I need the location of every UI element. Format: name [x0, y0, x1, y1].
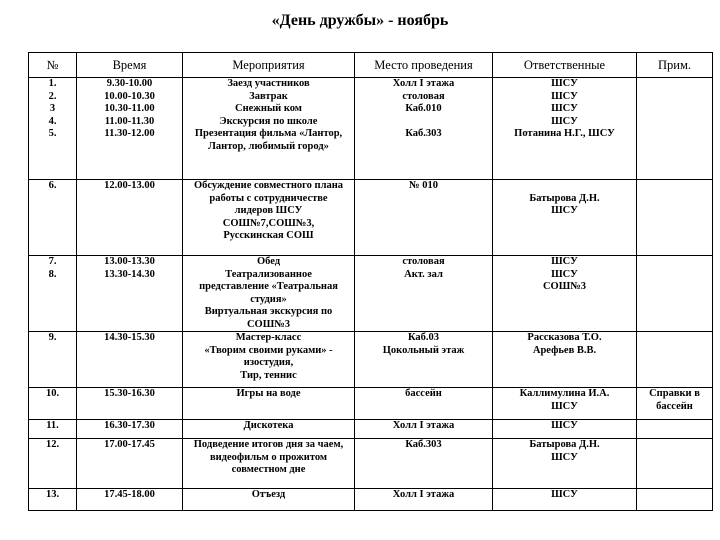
cell-responsible: ШСУ ШСУ ШСУ ШСУ Потанина Н.Г., ШСУ	[493, 78, 637, 180]
cell-event: Заезд участников Завтрак Снежный ком Экскурсия по школе Презентация фильма «Лантор, Лантор, любимый город»	[183, 78, 355, 180]
table-row	[29, 78, 713, 180]
cell-num: 10.	[29, 388, 77, 420]
cell-place: Холл I этажа	[355, 420, 493, 439]
cell-event: Отъезд	[183, 489, 355, 511]
cell-place: Холл I этажа	[355, 489, 493, 511]
cell-place: № 010	[355, 180, 493, 256]
cell-time: 13.00-13.30 13.30-14.30	[77, 256, 183, 332]
cell-event: Обед Театрализованное представление «Театральная студия» Виртуальная экскурсия по СОШ№3	[183, 256, 355, 332]
header-responsible: Ответственные	[493, 53, 637, 78]
table-row	[29, 256, 713, 332]
header-num: №	[29, 53, 77, 78]
cell-place: Каб.03 Цокольный этаж	[355, 332, 493, 388]
cell-time: 16.30-17.30	[77, 420, 183, 439]
cell-event: Дискотека	[183, 420, 355, 439]
cell-note	[637, 256, 713, 332]
cell-note	[637, 78, 713, 180]
cell-responsible: Батырова Д.Н. ШСУ	[493, 439, 637, 489]
schedule-table	[28, 52, 713, 511]
cell-time: 12.00-13.00	[77, 180, 183, 256]
cell-place: Каб.303	[355, 439, 493, 489]
cell-num: 11.	[29, 420, 77, 439]
header-place: Место проведения	[355, 53, 493, 78]
cell-time: 17.45-18.00	[77, 489, 183, 511]
page-title: «День дружбы» - ноябрь	[271, 12, 449, 29]
cell-responsible: ШСУ	[493, 420, 637, 439]
cell-num: 12.	[29, 439, 77, 489]
header-event: Мероприятия	[183, 53, 355, 78]
cell-num: 9.	[29, 332, 77, 388]
cell-time: 14.30-15.30	[77, 332, 183, 388]
cell-place: Холл I этажа столовая Каб.010 Каб.303	[355, 78, 493, 180]
cell-responsible: Рассказова Т.О. Арефьев В.В.	[493, 332, 637, 388]
cell-time: 17.00-17.45	[77, 439, 183, 489]
cell-note	[637, 439, 713, 489]
cell-place: столовая Акт. зал	[355, 256, 493, 332]
table-row	[29, 332, 713, 388]
table-row	[29, 388, 713, 420]
cell-num: 13.	[29, 489, 77, 511]
cell-responsible: ШСУ ШСУ СОШ№3	[493, 256, 637, 332]
cell-time: 9.30-10.00 10.00-10.30 10.30-11.00 11.00-11.30 11.30-12.00	[77, 78, 183, 180]
cell-num: 1. 2. 3 4. 5.	[29, 78, 77, 180]
cell-responsible: Каллимулина И.А. ШСУ	[493, 388, 637, 420]
cell-num: 6.	[29, 180, 77, 256]
cell-note: Справки в бассейн	[637, 388, 713, 420]
cell-responsible: Батырова Д.Н. ШСУ	[493, 180, 637, 256]
table-row	[29, 420, 713, 439]
cell-event: Мастер-класс «Творим своими руками» - изостудия, Тир, теннис	[183, 332, 355, 388]
cell-note	[637, 332, 713, 388]
cell-num: 7. 8.	[29, 256, 77, 332]
cell-time: 15.30-16.30	[77, 388, 183, 420]
table-row	[29, 180, 713, 256]
cell-note	[637, 489, 713, 511]
table-row	[29, 439, 713, 489]
cell-responsible: ШСУ	[493, 489, 637, 511]
cell-event: Обсуждение совместного плана работы с сотрудничестве лидеров ШСУ СОШ№7,СОШ№3, Русскинская СОШ	[183, 180, 355, 256]
cell-note	[637, 180, 713, 256]
cell-note	[637, 420, 713, 439]
table-row	[29, 489, 713, 511]
cell-event: Игры на воде	[183, 388, 355, 420]
header-note: Прим.	[637, 53, 713, 78]
header-time: Время	[77, 53, 183, 78]
cell-place: бассейн	[355, 388, 493, 420]
table-header-row	[29, 53, 713, 78]
cell-event: Подведение итогов дня за чаем, видеофильм о прожитом совместном дне	[183, 439, 355, 489]
